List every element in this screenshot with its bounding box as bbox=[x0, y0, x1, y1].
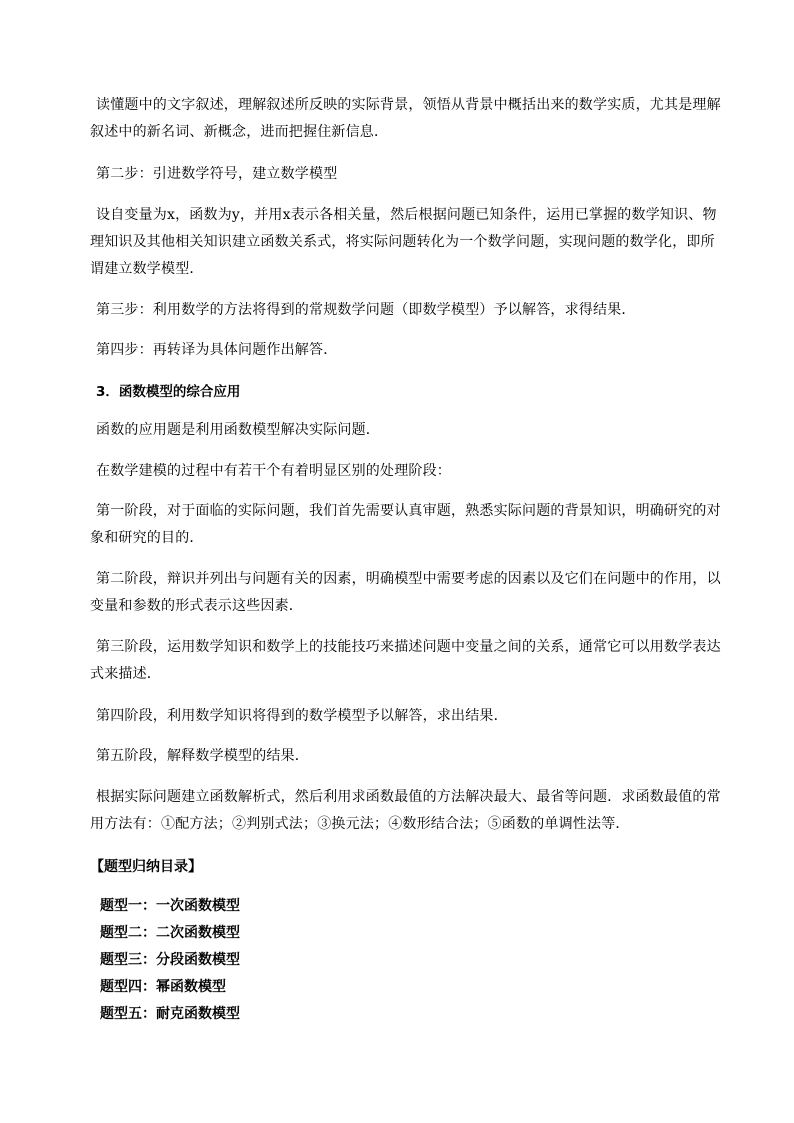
paragraph-step-two: 第二步：引进数学符号，建立数学模型 bbox=[96, 166, 338, 182]
catalog-list bbox=[100, 893, 240, 1028]
catalog-title: 【题型归纳目录】 bbox=[90, 859, 202, 875]
paragraph-step-three: 第三步：利用数学的方法将得到的常规数学问题（即数学模型）予以解答，求得结果． bbox=[96, 302, 636, 318]
catalog-item: 题型四：幂函数模型 bbox=[100, 979, 226, 995]
paragraph-stage-two: 第二阶段，辩识并列出与问题有关的因素，明确模型中需要考虑的因素以及它们在问题中的作用，以变量和参数的形式表示这些因素． bbox=[90, 571, 721, 614]
catalog-item: 题型二：二次函数模型 bbox=[100, 925, 240, 941]
paragraph-stage-one: 第一阶段，对于面临的实际问题，我们首先需要认真审题，熟悉实际问题的背景知识，明确研究的对象和研究的目的． bbox=[90, 503, 721, 546]
paragraph-extremum-methods: 根据实际问题建立函数解析式，然后利用求函数最值的方法解决最大、最省等问题．求函数最值的常用方法有：①配方法；②判别式法；③换元法；④数形结合法；⑤函数的单调性法等． bbox=[90, 789, 721, 832]
paragraph-define-variables: 设自变量为x，函数为y，并用x表示各相关量，然后根据问题已知条件，运用已掌握的数学知识、物理知识及其他相关知识建立函数关系式，将实际问题转化为一个数学问题，实现问题的数学化，即所谓建立数学模型． bbox=[90, 207, 717, 277]
paragraph-understand-text: 读懂题中的文字叙述，理解叙述所反映的实际背景，领悟从背景中概括出来的数学实质，尤其是理解叙述中的新名词、新概念，进而把握住新信息． bbox=[90, 97, 721, 140]
paragraph-function-application: 函数的应用题是利用函数模型解决实际问题． bbox=[96, 422, 380, 438]
paragraph-modeling-stages: 在数学建模的过程中有若干个有着明显区别的处理阶段： bbox=[96, 463, 451, 479]
paragraph-stage-five: 第五阶段，解释数学模型的结果． bbox=[96, 748, 309, 764]
paragraph-stage-three: 第三阶段，运用数学知识和数学上的技能技巧来描述问题中变量之间的关系，通常它可以用数学表达式来描述． bbox=[90, 639, 721, 682]
paragraph-step-four: 第四步：再转译为具体问题作出解答． bbox=[96, 342, 338, 358]
paragraph-stage-four: 第四阶段，利用数学知识将得到的数学模型予以解答，求出结果． bbox=[96, 708, 508, 724]
catalog-item: 题型三：分段函数模型 bbox=[100, 952, 240, 968]
section-heading: 3．函数模型的综合应用 bbox=[96, 384, 241, 400]
catalog-item: 题型五：耐克函数模型 bbox=[100, 1006, 240, 1022]
catalog-item: 题型一：一次函数模型 bbox=[100, 898, 240, 914]
